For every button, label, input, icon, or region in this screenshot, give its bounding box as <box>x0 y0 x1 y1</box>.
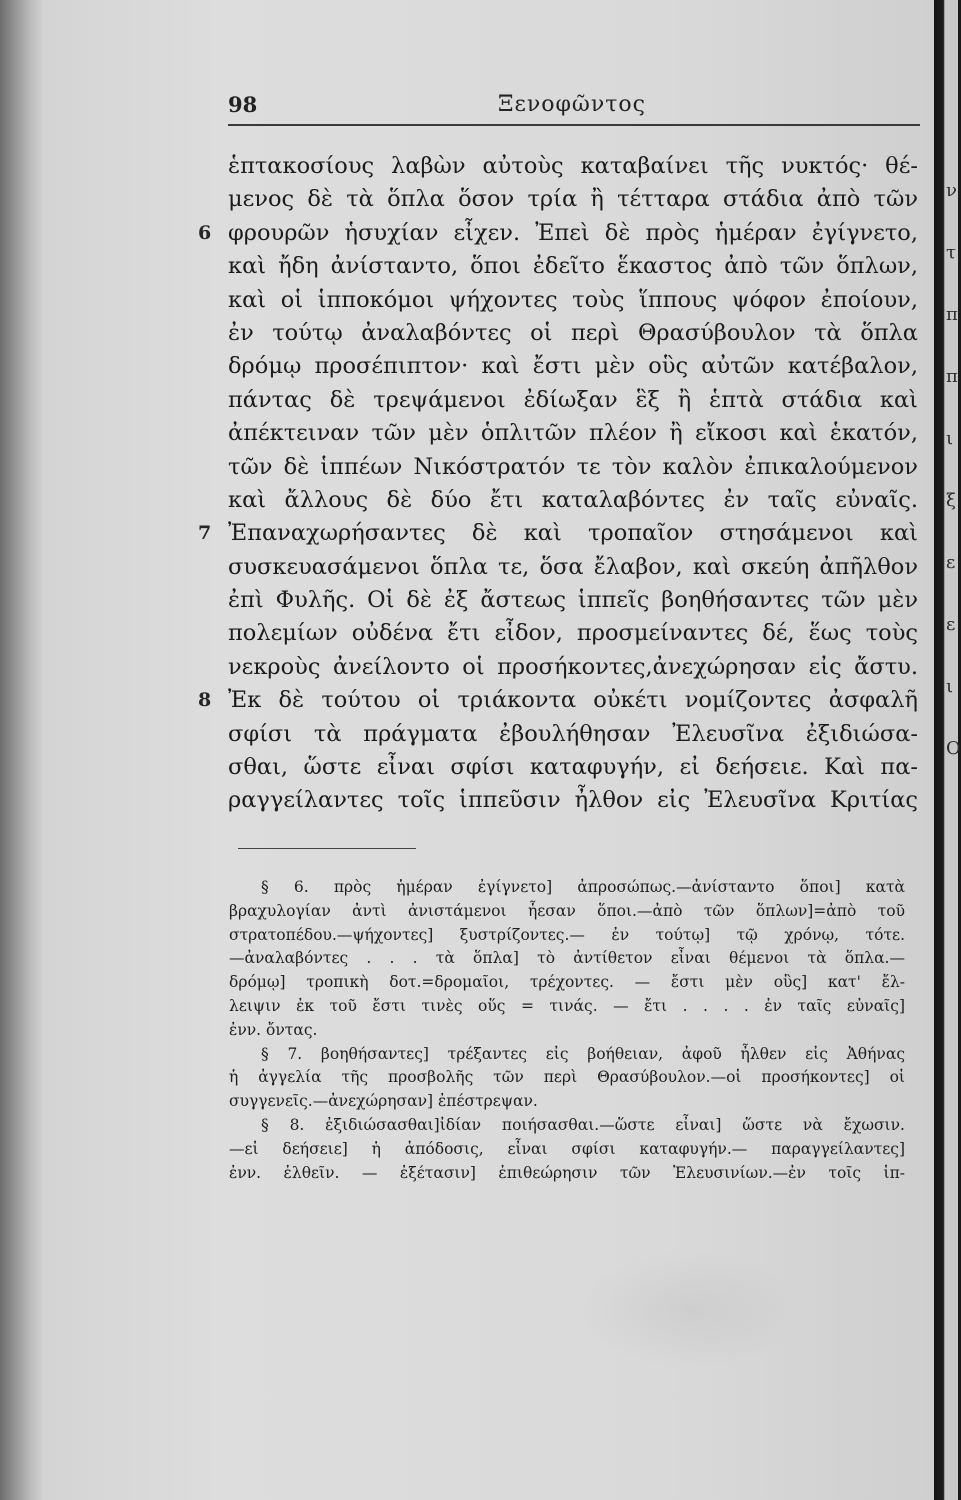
main-text-block <box>198 150 918 818</box>
footnote-separator <box>238 848 416 849</box>
footnote-line: ἡ ἀγγελία τῆς προσβολῆς τῶν περὶ Θρασύβουλον.—οἱ προσήκοντες] οἱ <box>229 1068 905 1087</box>
text-line-content: ἑπτακοσίους λαβὼν αὐτοὺς καταβαίνει τῆς νυκτός· θέ- <box>228 153 918 179</box>
text-line <box>228 417 918 450</box>
page-number: 98 <box>228 92 258 117</box>
facing-page-glyph: τ <box>946 242 956 263</box>
text-line-content: ραγγείλαντες τοῖς ἱππεῦσιν ἦλθον εἰς Ἐλευσῖνα Κριτίας <box>228 787 918 814</box>
text-line-content: καὶ οἱ ἱπποκόμοι ψήχοντες τοὺς ἵππους ψόφον ἐποίουν, <box>228 286 918 313</box>
footnote-line: ἐνν. ὄντας. <box>229 1020 318 1039</box>
text-line-content: πολεμίων οὐδένα ἔτι εἶδον, προσμείναντες δέ, ἕως τοὺς <box>228 620 918 647</box>
text-line-content: Ἐπαναχωρήσαντες δὲ καὶ τροπαῖον στησάμενοι καὶ <box>228 520 918 547</box>
page-header <box>228 92 920 126</box>
text-line-content: μενος δὲ τὰ ὅπλα ὅσον τρία ἢ τέτταρα στάδια ἀπὸ τῶν <box>228 186 918 213</box>
text-line <box>228 451 918 484</box>
page-stack-edge <box>0 0 42 1500</box>
facing-page-glyph: ν <box>946 180 957 201</box>
text-line <box>198 684 918 717</box>
text-line <box>228 183 918 216</box>
footnote-line: λειψιν ἐκ τοῦ ἔστι τινὲς οὕς = τινάς. — ἔτι . . . . ἐν ταῖς εὐναῖς] <box>229 996 905 1015</box>
text-line <box>228 284 918 317</box>
facing-page-glyph: Ο <box>946 738 961 759</box>
text-line-content: ἐπὶ Φυλῆς. Οἱ δὲ ἐξ ἄστεως ἱππεῖς βοηθήσαντες τῶν μὲν <box>228 587 918 614</box>
paper-stain <box>580 1250 800 1370</box>
footnote-line: —ἀναλαβόντες . . . τὰ ὅπλα] τὸ ἀντίθετον εἶναι θέμενοι τὰ ὅπλα.— <box>229 949 905 968</box>
text-line-content: νεκροὺς ἀνείλοντο οἱ προσήκοντες,ἀνεχώρησαν εἰς ἄστυ. <box>228 653 918 680</box>
section-number: 7 <box>198 522 212 545</box>
text-line <box>228 718 918 751</box>
text-line <box>228 617 918 650</box>
facing-page-glyph: ε <box>946 552 956 573</box>
text-line <box>228 784 918 817</box>
text-line-content: σθαι, ὥστε εἶναι σφίσι καταφυγήν, εἰ δεήσειε. Καὶ πα- <box>228 754 918 781</box>
header-rule <box>228 124 920 126</box>
text-line <box>228 250 918 283</box>
facing-page-glyph: ξ <box>946 490 956 511</box>
text-line <box>228 751 918 784</box>
footnote-line: ἐνν. ἐλθεῖν. — ἐξέτασιν] ἐπιθεώρησιν τῶν Ἐλευσινίων.—ἐν τοῖς ἱπ- <box>229 1163 905 1182</box>
text-line-content: δρόμῳ προσέπιπτον· καὶ ἔστι μὲν οὓς αὐτῶν κατέβαλον, <box>228 353 918 380</box>
section-number: 8 <box>198 689 212 712</box>
text-line <box>198 217 918 250</box>
text-line-content: συσκευασάμενοι ὅπλα τε, ὅσα ἔλαβον, καὶ σκεύη ἀπῆλθον <box>228 553 918 580</box>
footnote-line: —εἰ δεήσειε] ἡ ἀπόδοσις, εἶναι σφίσι καταφυγήν.— παραγγείλαντες] <box>229 1139 905 1158</box>
footnote-line: δρόμῳ] τροπικὴ δοτ.=δρομαῖοι, τρέχοντες. — ἔστι μὲν οὓς] κατ' ἔλ- <box>229 973 905 992</box>
text-line <box>198 517 918 550</box>
text-line <box>228 350 918 383</box>
footnote-line: § 8. ἐξιδιώσασθαι]ἰδίαν ποιήσασθαι.—ὥστε εἶναι] ὥστε νὰ ἔχωσιν. <box>261 1115 905 1134</box>
text-line <box>228 317 918 350</box>
text-line-content: καὶ ἄλλους δὲ δύο ἔτι καταλαβόντες ἐν ταῖς εὐναῖς. <box>228 486 918 513</box>
footnote-line: § 7. βοηθήσαντες] τρέξαντες εἰς βοήθειαν, ἀφοῦ ἦλθεν εἰς Ἀθήνας <box>261 1044 905 1063</box>
footnote-line: § 6. πρὸς ἡμέραν ἐγίγνετο] ἀπροσώπως.—ἀνίσταντο ὅποι] κατὰ <box>261 878 905 896</box>
text-line-content: ἀπέκτειναν τῶν μὲν ὁπλιτῶν πλέον ἢ εἴκοσι καὶ ἑκατόν, <box>228 420 918 447</box>
text-line-content: καὶ ἤδη ἀνίσταντο, ὅποι ἐδεῖτο ἕκαστος ἀπὸ τῶν ὅπλων, <box>228 253 918 280</box>
text-line-content: Ἐκ δὲ τούτου οἱ τριάκοντα οὐκέτι νομίζοντες ἀσφαλῆ <box>228 687 918 714</box>
footnotes-block <box>229 876 905 1185</box>
text-line <box>228 484 918 517</box>
footnote-line: βραχυλογίαν ἀντὶ ἀνιστάμενοι ἧεσαν ὅποι.—ἀπὸ τῶν ὅπλων]=ἀπὸ τοῦ <box>229 901 905 920</box>
facing-page-glyph: ι <box>946 676 954 697</box>
text-line <box>228 551 918 584</box>
running-title: Ξενοφῶντος <box>498 92 646 117</box>
footnote-line: στρατοπέδου.—ψήχοντες] ξυστρίζοντες.— ἐν τούτῳ] τῷ χρόνῳ, τότε. <box>229 925 905 944</box>
facing-page-glyph: ε <box>946 614 956 635</box>
text-line-content: τῶν δὲ ἱππέων Νικόστρατόν τε τὸν καλὸν ἐπικαλούμενον <box>228 453 918 480</box>
text-line-content: φρουρῶν ἡσυχίαν εἶχεν. Ἐπεὶ δὲ πρὸς ἡμέραν ἐγίγνετο, <box>228 219 918 246</box>
facing-page-strip <box>934 0 961 1500</box>
facing-page-glyph: ι <box>946 428 954 449</box>
text-line-content: πάντας δὲ τρεψάμενοι ἐδίωξαν ἓξ ἢ ἑπτὰ στάδια καὶ <box>228 386 918 413</box>
text-line <box>228 150 918 183</box>
text-line-content: ἐν τούτῳ ἀναλαβόντες οἱ περὶ Θρασύβουλον τὰ ὅπλα <box>228 319 918 346</box>
footnote-line: συγγενεῖς.—ἀνεχώρησαν] ἐπέστρεψαν. <box>229 1092 538 1111</box>
text-line <box>228 584 918 617</box>
facing-page-glyph: π <box>946 366 958 387</box>
text-line-content: σφίσι τὰ πράγματα ἐβουλήθησαν Ἐλευσῖνα ἐξιδιώσα- <box>228 720 918 747</box>
text-line <box>228 651 918 684</box>
text-line <box>228 384 918 417</box>
section-number: 6 <box>198 221 212 244</box>
facing-page-glyph: π <box>946 304 958 325</box>
